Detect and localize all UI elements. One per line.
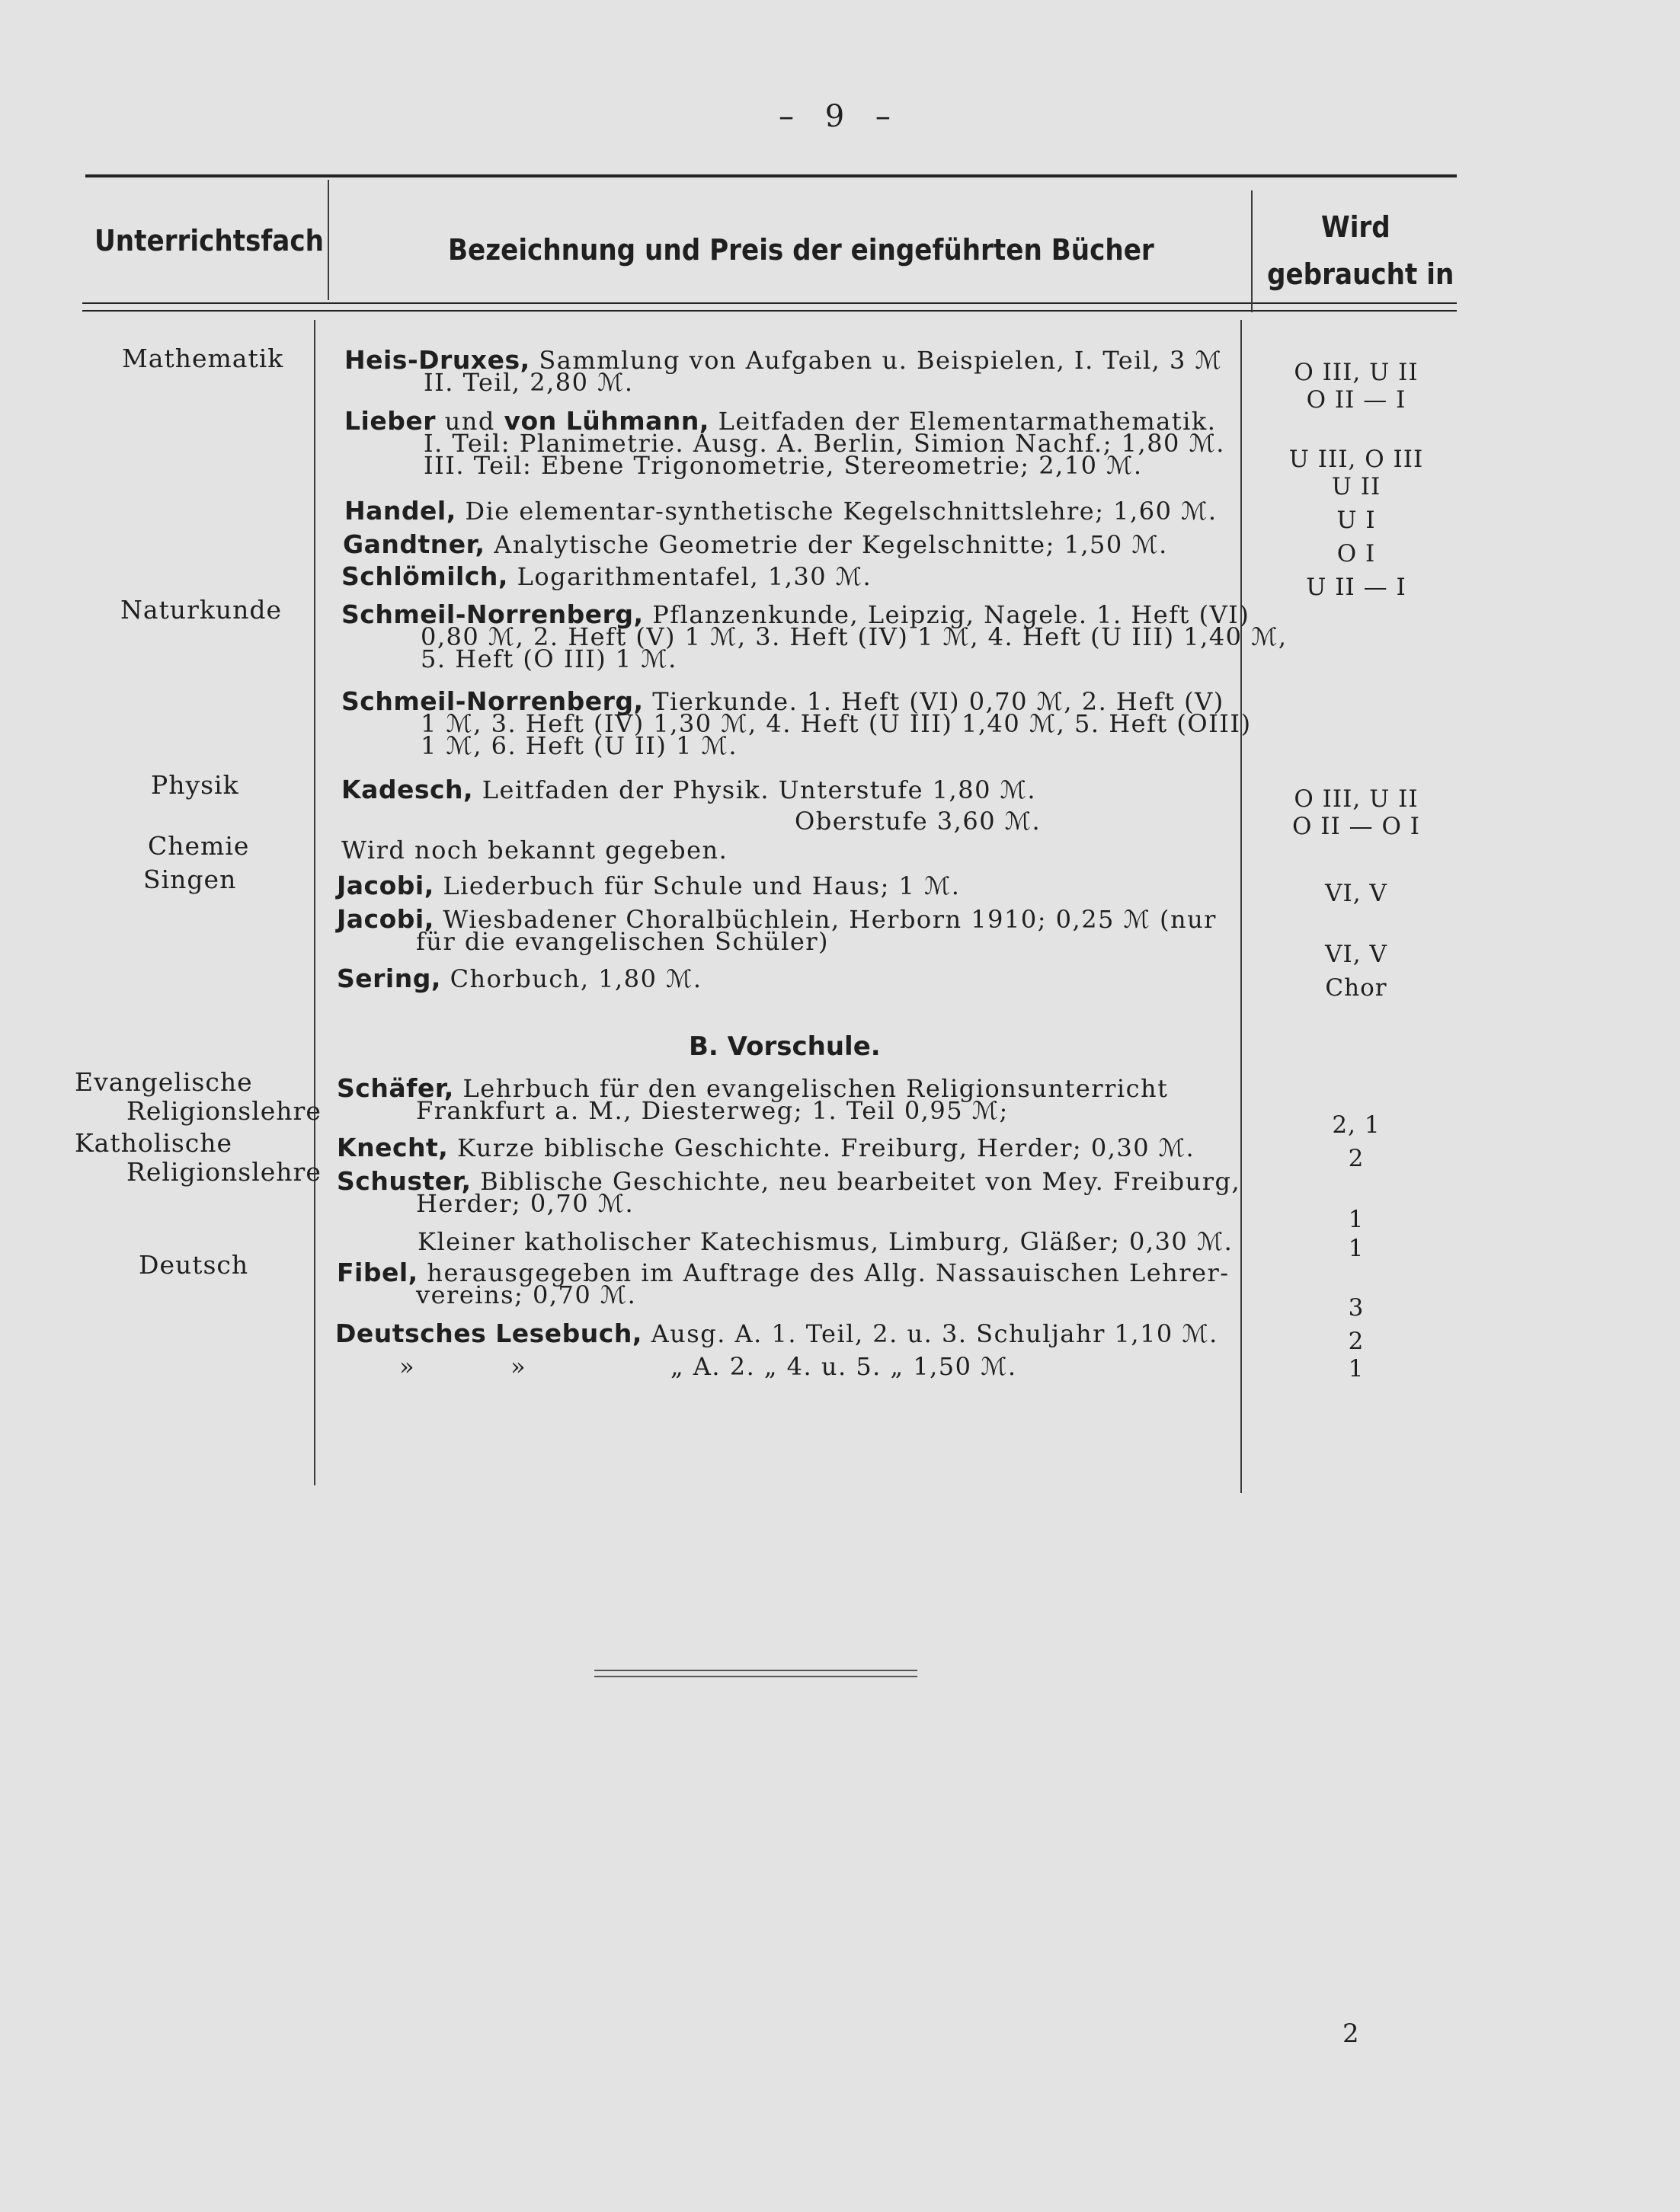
- entry-schmeil-pflanzenkunde: Schmeil-Norrenberg, Pflanzenkunde, Leipzig, Nagele. 1. Heft (VI) 0,80 ℳ, 2. Heft (V) 1 ℳ, 3. Heft (IV) 1 ℳ, 4. Heft (U III) 1,40 ℳ, 5. Heft (O III) 1 ℳ.: [341, 599, 1288, 673]
- column-divider-2-header: [1251, 190, 1253, 312]
- subject-chemie: Chemie: [148, 831, 250, 861]
- entry-sering: Sering, Chorbuch, 1,80 ℳ.: [337, 964, 702, 993]
- subject-mathematik: Mathematik: [122, 344, 284, 373]
- entry-jacobi-liederbuch: Jacobi, Liederbuch für Schule und Haus; 1 ℳ.: [337, 871, 961, 900]
- entry-gandtner: Gandtner, Analytische Geometrie der Kegelschnitte; 1,50 ℳ.: [343, 529, 1168, 559]
- entry-chemie: Wird noch bekannt gegeben.: [341, 836, 728, 865]
- entry-jacobi-choralbuechlein: Jacobi, Wiesbadener Choralbüchlein, Herborn 1910; 0,25 ℳ (nur für die evangelischen Schüler): [337, 904, 1217, 956]
- entry-deutsches-lesebuch: Deutsches Lesebuch, Ausg. A. 1. Teil, 2. u. 3. Schuljahr 1,10 ℳ.: [335, 1319, 1218, 1348]
- column-divider-1-header: [328, 180, 329, 300]
- subject-deutsch: Deutsch: [139, 1250, 249, 1280]
- subject-physik: Physik: [151, 770, 239, 800]
- footer-sheet-number: 2: [1342, 2019, 1359, 2049]
- subject-katholische: Katholische: [75, 1128, 233, 1158]
- subject-religionslehre-ev: Religionslehre: [126, 1096, 322, 1126]
- entry-heis-druxes: Heis-Druxes, Sammlung von Aufgaben u. Beispielen, I. Teil, 3 ℳ II. Teil, 2,80 ℳ.: [344, 345, 1223, 397]
- entry-lieber-luehmann: Lieber und von Lühmann, Leitfaden der Elementarmathematik. I. Teil: Planimetrie. Ausg. A. Berlin, Simion Nachf.; 1,80 ℳ. III. Teil: Ebene Trigonometrie, Stereometrie; 2,10 ℳ.: [344, 406, 1225, 480]
- section-heading-vorschule: B. Vorschule.: [689, 1031, 881, 1062]
- header-used-in-1: Wird: [1321, 210, 1390, 244]
- class-katechismus: 1: [1348, 1235, 1365, 1262]
- entry-schmeil-tierkunde: Schmeil-Norrenberg, Tierkunde. 1. Heft (VI) 0,70 ℳ, 2. Heft (V) 1 ℳ, 3. Heft (IV) 1,30 ℳ, 4. Heft (U III) 1,40 ℳ, 5. Heft (OIII) 1 ℳ, 6. Heft (U II) 1 ℳ.: [341, 686, 1252, 760]
- entry-lesebuch-part-2: „ A. 2. „ 4. u. 5. „ 1,50 ℳ.: [670, 1352, 1017, 1381]
- header-used-in-2: gebraucht in: [1267, 257, 1454, 291]
- class-schuster: 1: [1348, 1206, 1365, 1233]
- header-subject: Unterrichtsfach: [94, 224, 324, 257]
- entry-schloemilch: Schlömilch, Logarithmentafel, 1,30 ℳ.: [341, 561, 872, 591]
- entry-kadesch-oberstufe: Oberstufe 3,60 ℳ.: [795, 807, 1042, 836]
- class-schaefer: 2, 1: [1332, 1111, 1381, 1139]
- entry-katechismus: Kleiner katholischer Katechismus, Limburg, Gläßer; 0,30 ℳ.: [418, 1227, 1234, 1256]
- entry-fibel: Fibel, herausgegeben im Auftrage des Allg. Nassauischen Lehrer- vereins; 0,70 ℳ.: [337, 1258, 1230, 1309]
- class-lieber-1: U III, O III: [1288, 446, 1424, 473]
- class-lesebuch-1: 2: [1348, 1328, 1365, 1355]
- class-heis-2: O II — I: [1306, 386, 1406, 414]
- closing-rule-2: [594, 1676, 917, 1677]
- class-schloemilch: U II — I: [1306, 574, 1406, 601]
- closing-rule: [594, 1670, 917, 1671]
- class-sering: Chor: [1325, 974, 1387, 1002]
- entry-lesebuch-ditto-2: »: [510, 1352, 527, 1381]
- class-kadesch-2: O II — O I: [1292, 813, 1420, 840]
- class-knecht: 2: [1348, 1145, 1365, 1172]
- subject-evangelische: Evangelische: [75, 1067, 253, 1097]
- column-divider-2: [1240, 320, 1242, 1493]
- entry-handel: Handel, Die elementar-synthetische Kegelschnittslehre; 1,60 ℳ.: [344, 496, 1218, 526]
- class-heis-1: O III, U II: [1294, 359, 1419, 386]
- class-lieber-2: U II: [1331, 473, 1381, 500]
- table-top-rule: [85, 174, 1457, 177]
- class-fibel: 3: [1348, 1294, 1365, 1322]
- class-kadesch-1: O III, U II: [1294, 785, 1419, 813]
- entry-lesebuch-ditto-1: »: [399, 1352, 416, 1381]
- class-gandtner: O I: [1336, 540, 1376, 567]
- column-divider-1: [314, 320, 315, 1485]
- class-jacobi-2: VI, V: [1325, 941, 1387, 968]
- entry-schaefer: Schäfer, Lehrbuch für den evangelischen Religionsunterricht Frankfurt a. M., Diesterweg; 1. Teil 0,95 ℳ;: [337, 1073, 1169, 1125]
- class-handel: U I: [1336, 507, 1376, 534]
- entry-kadesch: Kadesch, Leitfaden der Physik. Unterstufe 1,80 ℳ.: [341, 775, 1036, 804]
- subject-singen: Singen: [143, 865, 237, 894]
- class-lesebuch-2: 1: [1348, 1355, 1365, 1382]
- subject-naturkunde: Naturkunde: [120, 595, 282, 625]
- subject-religionslehre-kath: Religionslehre: [126, 1157, 322, 1187]
- entry-knecht: Knecht, Kurze biblische Geschichte. Freiburg, Herder; 0,30 ℳ.: [337, 1133, 1195, 1162]
- class-jacobi-1: VI, V: [1325, 880, 1387, 907]
- page-number: – 9 –: [779, 99, 901, 134]
- entry-schuster: Schuster, Biblische Geschichte, neu bearbeitet von Mey. Freiburg, Herder; 0,70 ℳ.: [337, 1166, 1241, 1218]
- header-books: Bezeichnung und Preis der eingeführten Bücher: [448, 233, 1154, 267]
